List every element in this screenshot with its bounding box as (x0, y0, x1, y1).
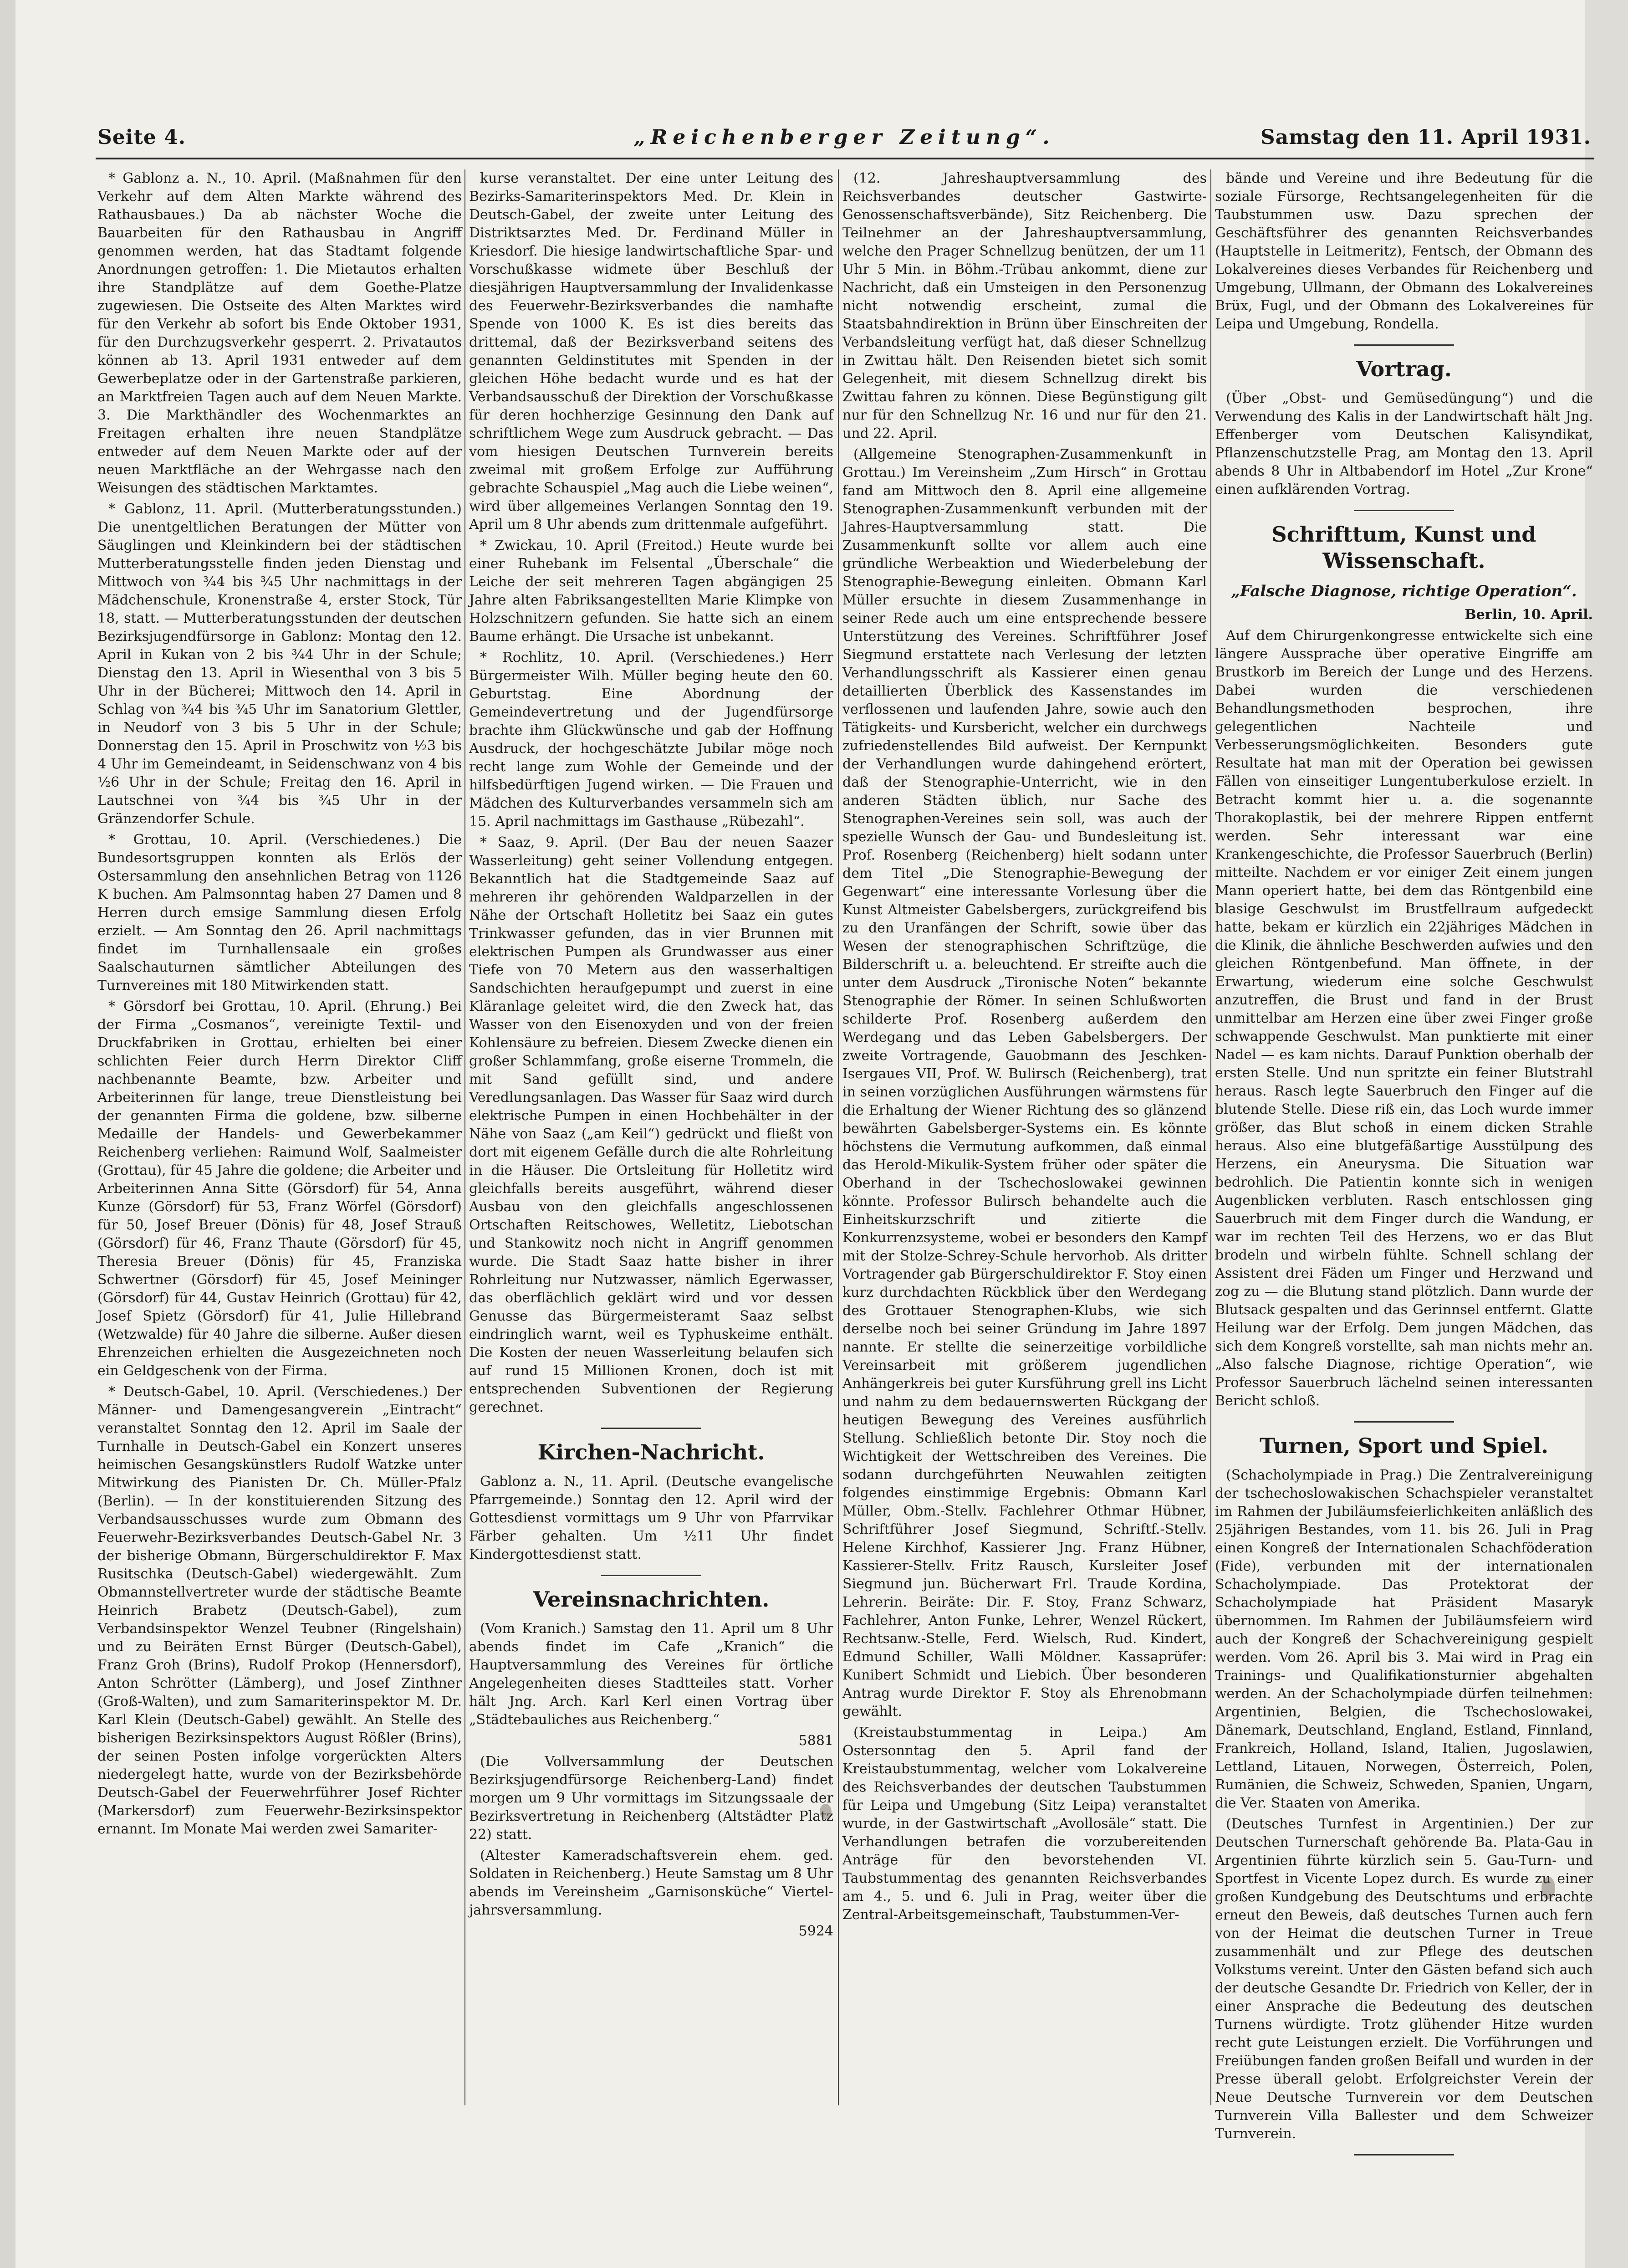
section-heading-clubs: Vereinsnachrichten. (533, 1587, 770, 1612)
article-innkeepers: (12. Jahreshauptversammlung des Reichsverbandes deutscher Gastwirte-Genossenschaftsverbände), Sitz Reichenberg. Die Teilnehmer an der Jahreshauptversammlung, welche den Prager Schnellzug benützen, der um 11 Uhr 5 Min. in Böhm.-Trübau ankommt, diene zur Nachricht, daß ein Umsteigen in den Personenzug nicht notwendig erscheint, zumal die Staatsbahndirektion in Brünn über Einschreiten der Verbandsleitung verfügt hat, daß dieser Schnellzug in Zwittau hält. Den Reisenden bietet sich somit Gelegenheit, mit diesem Schnellzug direkt bis Zwittau fahren zu können. Diese Begünstigung gilt nur für den Schnellzug Nr. 16 und nur für den 21. und 22. April. (842, 170, 1207, 441)
column-divider (464, 169, 465, 2105)
header-rule (96, 158, 1594, 159)
section-separator (1354, 344, 1454, 346)
article-title-diagnosis: „Falsche Diagnose, richtige Operation“. (1231, 582, 1577, 600)
ad-number: 5924 (798, 1923, 833, 1939)
column-divider (1210, 169, 1211, 2105)
scan-left-edge (0, 0, 15, 2268)
article-saaz: * Saaz, 9. April. (Der Bau der neuen Saazer Wasserleitung) geht seiner Vollendung entgegen. Bekanntlich hat die Stadtgemeinde Saaz auf mehreren ihr gehörenden Waldparzellen in der Nähe der Ortschaft Holletitz bei Saaz ein gutes Trinkwasser gefunden, das in vier Brunnen mit elektrischen Pumpen als Grundwasser aus einer Tiefe von 70 Metern aus den wasserhaltigen Sandschichten heraufgepumpt und zuerst in eine Kläranlage geleitet wird, die den Zweck hat, das Wasser von den Eisenoxyden und von der freien Kohlensäure zu befreien. Diesem Zwecke dienen ein großer Schlammfang, große eiserne Trommeln, die mit Sand gefüllt sind, und andere Veredlungsanlagen. Das Wasser für Saaz wird durch elektrische Pumpen in einen Hochbehälter in der Nähe von Saaz („am Keil“) gedrückt und fließt von dort mit eigenem Gefälle durch die alte Rohrleitung in die Häuser. Die Ortsleitung für Holletitz wird gleichfalls bereits ausgeführt, während dieser Ausbau von den gleichfalls angeschlossenen Ortschaften Reitschowes, Welletitz, Liebotschan und Stankowitz noch nicht in Angriff genommen wurde. Die Stadt Saaz hatte bisher in ihrer Rohrleitung nur Nutzwasser, nämlich Egerwasser, das oberflächlich geklärt wird und vor dessen Genusse das Bürgermeisteramt Saaz selbst eindringlich warnt, weil es Typhuskeime enthält. Die Kosten der neuen Wasserleitung belaufen sich auf rund 15 Millionen Kronen, doch ist mit entsprechenden Subventionen der Regierung gerechnet. (469, 835, 833, 1415)
article-goersdorf: * Görsdorf bei Grottau, 10. April. (Ehrung.) Bei der Firma „Cosmanos“, vereinigte Textil- und Druckfabriken in Grottau, erhielten bei einer schlichten Feier durch Herrn Direktor Cliff nachbenannte Beamte, bzw. Arbeiter und Arbeiterinnen für lange, treue Dienstleistung bei der genannten Firma die goldene, bzw. silberne Medaille der Handels- und Gewerbekammer Reichenberg verliehen: Raimund Wolf, Saalmeister (Grottau), für 45 Jahre die goldene; die Arbeiter und Arbeiterinnen Anna Sitte (Görsdorf) für 54, Anna Kunze (Görsdorf) für 53, Franz Wörfel (Görsdorf) für 50, Josef Breuer (Dönis) für 48, Josef Strauß (Görsdorf) für 46, Franz Thaute (Görsdorf) für 45, Theresia Breuer (Dönis) für 45, Franziska Schwertner (Görsdorf) für 45, Josef Meininger (Görsdorf) für 44, Gustav Heinrich (Grottau) für 42, Josef Spietz (Görsdorf) für 41, Julie Hillebrand (Wetzwalde) für 40 Jahre die silberne. Außer diesen Ehrenzeichen erhielten die Ausgezeichneten noch ein Geldgeschenk von der Firma. (97, 998, 462, 1379)
column-4 (1215, 169, 1593, 2142)
article-church: Gablonz a. N., 11. April. (Deutsche evangelische Pfarrgemeinde.) Sonntag den 12. April wird der Gottesdienst vormittags um 9 Uhr von Pfarrvikar Färber gehalten. Um ½11 Uhr findet Kindergottesdienst statt. (469, 1474, 833, 1562)
column-3 (842, 169, 1207, 2119)
article-deutsch-gabel-cont: kurse veranstaltet. Der eine unter Leitung des Bezirks-Samariterinspektors Med. Dr. Klein in Deutsch-Gabel, der zweite unter Leitung des Distriktsarztes Med. Dr. Ferdinand Müller in Kriesdorf. Die hiesige landwirtschaftliche Spar- und Vorschußkasse widmete über Beschluß der diesjährigen Hauptversammlung der Invalidenkasse des Feuerwehr-Bezirksverbandes die namhafte Spende von 1000 K. Es ist dies bereits das drittemal, daß der Bezirksverband seitens des genannten Geldinstitutes mit Spenden in der gleichen Höhe bedacht wurde und es hat der Verbandsausschuß der Direktion der Vorschußkasse für deren hochherzige Gesinnung den Dank auf schriftlichem Wege zum Ausdruck gebracht. — Das vom hiesigen Deutschen Turnverein bereits zweimal mit großem Erfolge zur Aufführung gebrachte Schauspiel „Mag auch die Liebe weinen“, wird über allgemeines Verlangen Sonntag den 19. April um 8 Uhr abends zum drittenmale aufgeführt. (469, 170, 833, 532)
article-deaf-day-cont: bände und Vereine und ihre Bedeutung für die soziale Fürsorge, Rechtsangelegenheiten für die Taubstummen usw. Dazu sprechen der Geschäftsführer des genannten Reichsverbandes (Hauptstelle in Leitmeritz), Fentsch, der Obmann des Lokalvereines dieses Verbandes für Reichenberg und Umgebung, Ullmann, der Obmann des Lokalvereines Brüx, Fugl, und der Obmann des Lokalvereines für Leipa und Umgebung, Rondella. (1215, 170, 1593, 332)
section-heading-church: Kirchen-Nachricht. (537, 1440, 765, 1464)
column-1 (97, 169, 462, 2119)
ink-blot (1541, 1877, 1555, 1899)
article-veterans: (Altester Kameradschaftsverein ehem. ged. Soldaten in Reichenberg.) Heute Samstag um 8 Uhr abends im Vereinsheim „Garnisonsküche“ Vierteljahrsversammlung. (469, 1848, 833, 1918)
article-kranich: (Vom Kranich.) Samstag den 11. April um 8 Uhr abends findet im Cafe „Kranich“ die Hauptversammlung des Vereines für örtliche Angelegenheiten dieses Stadtteiles statt. Vorher hält Jng. Arch. Karl Kerl einen Vortrag über „Städtebauliches aus Reichenberg.“ (469, 1621, 833, 1728)
article-deutsch-gabel: * Deutsch-Gabel, 10. April. (Verschiedenes.) Der Männer- und Damengesangverein „Eintracht“ veranstaltet Sonntag den 12. April im Saale der Turnhalle in Deutsch-Gabel ein Konzert unseres heimischen Gesangskünstlers Rudolf Watzke unter Mitwirkung des Pianisten Dr. Ch. Müller-Pfalz (Berlin). — In der konstituierenden Sitzung des Verbandsausschusses wurde zum Obmann des Feuerwehr-Bezirksverbandes Deutsch-Gabel Nr. 3 der bisherige Obmann, Bürgerschuldirektor F. Max Rusitschka (Deutsch-Gabel) wiedergewählt. Zum Obmannstellvertreter wurde der städtische Beamte Heinrich Brabetz (Deutsch-Gabel), zum Verbandsinspektor Wenzel Teubner (Ringelshain) und zu Beiräten Ernst Bürger (Deutsch-Gabel), Franz Groh (Brins), Rudolf Prokop (Hennersdorf), Anton Schrötter (Lämberg), und Josef Zinthner (Groß-Walten), und zum Samariterinspektor M. Dr. Karl Klein (Deutsch-Gabel) gewählt. An Stelle des bisherigen Bezirksinspektors August Rößler (Brins), der seinen Posten infolge vorgerückten Alters niedergelegt hatte, wurde von der Bezirksbehörde Deutsch-Gabel der Feuerwehrführer Josef Richter (Markersdorf) zum Feuerwehr-Bezirksinspektor ernannt. Im Monate Mai werden zwei Samariter- (97, 1384, 462, 1837)
article-deaf-day: (Kreistaubstummentag in Leipa.) Am Ostersonntag den 5. April fand der Kreistaubstummentag, welcher vom Lokalvereine des Reichsverbandes der deutschen Taubstummen für Leipa und Umgebung (Sitz Leipa) veranstaltet wurde, in der Gastwirtschaft „Avollosäle“ statt. Die Verhandlungen betrafen die vorzubereitenden Anträge für den bevorstehenden VI. Taubstummentag des genannten Reichsverbandes am 4., 5. und 6. Juli in Prag, weiter über die Zentral-Arbeitsgemeinschaft, Taubstummen-Ver- (842, 1725, 1207, 1923)
section-heading-lecture: Vortrag. (1356, 357, 1452, 381)
section-heading-literature: Schrifttum, Kunst und Wissenschaft. (1271, 522, 1536, 573)
article-rochlitz: * Rochlitz, 10. April. (Verschiedenes.) Herr Bürgermeister Wilh. Müller beging heute den 60. Geburtstag. Eine Abordnung der Gemeindevertretung und der Jugendfürsorge brachte ihm Glückwünsche und gab der Hoffnung Ausdruck, der hochgeschätzte Jubilar möge noch recht lange zum Wohle der Gemeinde und der hilfsbedürftigen Jugend wirken. — Die Frauen und Mädchen des Kulturverbandes versammeln sich am 15. April nachmittags im Gasthause „Rübezahl“. (469, 650, 833, 829)
article-gablonz-mothers: * Gablonz, 11. April. (Mutterberatungsstunden.) Die unentgeltlichen Beratungen der Mütter von Säuglingen und Kleinkindern bei der städtischen Mutterberatungsstelle finden jeden Dienstag und Mittwoch von ¾4 bis ¾5 Uhr nachmittags in der Mädchenschule, Kronenstraße 4, erster Stock, Tür 18, statt. — Mutterberatungsstunden der deutschen Bezirksjugendfürsorge in Gablonz: Montag den 12. April in Kukan von 2 bis ¾4 Uhr in der Schule; Dienstag den 13. April in Wiesenthal von 3 bis 5 Uhr in der Bücherei; Mittwoch den 14. April in Schlag von ¾4 bis ¾5 Uhr im Sanatorium Glettler, in Neudorf von 3 bis 5 Uhr in der Schule; Donnerstag den 15. April in Proschwitz von ½3 bis 4 Uhr im Gemeindeamt, in Seidenschwanz von 4 bis ½6 Uhr in der Schule; Freitag den 16. April in Lautschnei von ¾4 bis ¾5 Uhr in der Gränzendorfer Schule. (97, 501, 462, 827)
ink-blot (820, 1804, 832, 1819)
article-dateline: Berlin, 10. April. (1465, 607, 1593, 623)
article-grottau: * Grottau, 10. April. (Verschiedenes.) Die Bundesortsgruppen konnten als Erlös der Ostersammlung den ansehnlichen Betrag von 1126 K buchen. Am Palmsonntag haben 27 Damen und 8 Herren durch emsige Sammlung diesen Erfolg erzielt. — Am Sonntag den 26. April nachmittags findet im Turnhallensaale ein großes Saalschauturnen sämtlicher Abteilungen des Turnvereines mit 180 Mitwirkenden statt. (97, 832, 462, 993)
article-chess-olympiad: (Schacholympiade in Prag.) Die Zentralvereinigung der tschechoslowakischen Schachspieler veranstaltet im Rahmen der Jubiläumsfeierlichkeiten anläßlich des 25jährigen Bestandes, vom 11. bis 26. Juli in Prag einen Kongreß der Internationalen Schachföderation (Fide), verbunden mit der internationalen Schacholympiade. Das Protektorat der Schacholympiade hat Präsident Masaryk übernommen. Im Rahmen der Jubiläumsfeiern wird auch der Kongreß der Schachvereinigung gespielt werden. Vom 26. April bis 3. Mai wird in Prag ein Trainings- und Qualifikationsturnier abgehalten werden. An der Schacholympiade dürfen teilnehmen: Argentinien, Belgien, die Tschechoslowakei, Dänemark, Deutschland, England, Estland, Finnland, Frankreich, Holland, Island, Italien, Jugoslawien, Lettland, Litauen, Norwegen, Österreich, Polen, Rumänien, die Schweiz, Schweden, Spanien, Ungarn, die Ver. Staaten von Amerika. (1215, 1467, 1593, 1811)
ad-number: 5881 (798, 1733, 833, 1749)
column-divider (838, 169, 839, 2105)
article-lecture: (Über „Obst- und Gemüsedüngung“) und die Verwendung des Kalis in der Landwirtschaft hält Jng. Effenberger vom Deutschen Kalisyndikat, Pflanzenschutzstelle Prag, am Montag den 13. April abends 8 Uhr in Altbabendorf im Hotel „Zur Krone“ einen aufklärenden Vortrag. (1215, 390, 1593, 497)
article-diagnosis: Auf dem Chirurgenkongresse entwickelte sich eine längere Aussprache über operative Eingriffe am Brustkorb im Bereich der Lunge und des Herzens. Dabei wurden die verschiedenen Behandlungsmethoden besprochen, ihre gelegentlichen Nachteile und Verbesserungsmöglichkeiten. Besonders gute Resultate hat man mit der Operation bei gewissen Fällen von einseitiger Lungentuberkulose erzielt. In Betracht kommt hier u. a. die sogenannte Thorakoplastik, bei der mehrere Rippen entfernt werden. Sehr interessant war eine Krankengeschichte, die Professor Sauerbruch (Berlin) mitteilte. Nachdem er vor einiger Zeit einem jungen Mann operiert hatte, bei dem das Röntgenbild eine blasige Geschwulst im Brustfellraum aufgedeckt hatte, bekam er kürzlich ein 22jähriges Mädchen in die Klinik, die ähnliche Beschwerden aufwies und den gleichen Röntgenbefund. Man öffnete, in der Erwartung, wiederum eine solche Geschwulst anzutreffen, die Brust und fand in der Brust unmittelbar am Herzen eine über zwei Finger große schwappende Geschwulst. Man punktierte mit einer Nadel — es kam nichts. Darauf Punktion oberhalb der ersten Stelle. Und nun spritzte ein feiner Blutstrahl heraus. Rasch legte Sauerbruch den Finger auf die blutende Stelle. Diese riß ein, das Loch wurde immer größer, das Blut schoß in einem dicken Strahle heraus. Also eine blutgefäßartige Ausstülpung des Herzens, ein Aneurysma. Die Situation war bedrohlich. Die Patientin konnte sich in wenigen Augenblicken verbluten. Rasch entschlossen ging Sauerbruch mit dem Finger durch die Wandung, er war im rechten Teil des Herzens, wo er das Blut brodeln und wirbeln fühlte. Schnell schlang der Assistent drei Fäden um Finger und Herzwand und zog zu — die Blutung stand plötzlich. Dann wurde der Blutsack gespalten und das Gerinnsel entfernt. Glatte Heilung war der Erfolg. Dem jungen Mädchen, das sich dem Kongreß vorstellte, sah man nichts mehr an. „Also falsche Diagnose, richtige Operation“, wie Professor Sauerbruch lächelnd seinen interessanten Bericht schloß. (1215, 628, 1593, 1409)
section-heading-sport: Turnen, Sport und Spiel. (1259, 1433, 1549, 1458)
page-number: Seite 4. (97, 126, 186, 149)
column-2 (469, 169, 833, 2119)
section-separator (1354, 1421, 1454, 1423)
article-gablonz-traffic: * Gablonz a. N., 10. April. (Maßnahmen für den Verkehr auf dem Alten Markte während des Rathausbaues.) Da ab nächster Woche die Bauarbeiten für den Rathausbau in Angriff genommen werden, hat das Stadtamt folgende Anordnungen getroffen: 1. Die Mietautos erhalten ihre Standplätze auf dem Goethe-Platze zugewiesen. Die Ostseite des Alten Marktes wird für den Verkehr ab sofort bis Ende Oktober 1931, für den Durchzugsverkehr gesperrt. 2. Privatautos können ab 13. April 1931 entweder auf dem Gewerbeplatze oder in der Gartenstraße parkieren, an Marktfreien Tagen auch auf dem Neuen Markte. 3. Die Markthändler des Wochenmarktes an Freitagen erhalten ihre neuen Standplätze entweder auf dem Neuen Markte oder auf der neuen Marktfläche an der Wehrgasse nach den Weisungen des städtischen Marktamtes. (97, 170, 462, 496)
article-turnfest-argentina: (Deutsches Turnfest in Argentinien.) Der zur Deutschen Turnerschaft gehörende Ba. Plata-Gau in Argentinien führte kürzlich sein 5. Gau-Turn- und Sportfest in Vicente Lopez durch. Es wurde zu einer großen Kundgebung des Deutschtums und erbrachte erneut den Beweis, daß deutsches Turnen auch fern von der Heimat die deutschen Turner in Treue zusammenhält und zur Pflege des deutschen Volkstums vereint. Unter den Gästen befand sich auch der deutsche Gesandte Dr. Friedrich von Keller, der in einer Ansprache die Bedeutung des deutschen Turnens würdigte. Trotz glühender Hitze wurden recht gute Leistungen erzielt. Die Vorführungen und Freiübungen fanden großen Beifall und wurden in der Presse überall gelobt. Erfolgreichster Verein der Neue Deutsche Turnverein vor dem Deutschen Turnverein Villa Ballester und dem Schweizer Turnverein. (1215, 1816, 1593, 2142)
article-zwickau: * Zwickau, 10. April (Freitod.) Heute wurde bei einer Ruhebank im Felsental „Überschale“ die Leiche der seit mehreren Tagen abgängigen 25 Jahre alten Fabriksangestellten Marie Klimpke von Holzschnitzern gefunden. Sie hatte sich an einem Baume erhängt. Die Ursache ist unbekannt. (469, 538, 833, 645)
section-separator (601, 1428, 701, 1429)
section-separator (601, 1575, 701, 1576)
section-separator (1354, 510, 1454, 511)
section-separator (1354, 2154, 1454, 2155)
issue-date: Samstag den 11. April 1931. (1260, 126, 1591, 149)
page-header (97, 126, 1591, 153)
newspaper-title: „Reichenberger Zeitung“. (633, 126, 1055, 149)
article-youth-welfare: (Die Vollversammlung der Deutschen Bezirksjugendfürsorge Reichenberg-Land) findet morgen um 9 Uhr vormittags im Sitzungssaale der Bezirksvertretung in Reichenberg (Altstädter Platz 22) statt. (469, 1754, 833, 1843)
article-stenographers: (Allgemeine Stenographen-Zusammenkunft in Grottau.) Im Vereinsheim „Zum Hirsch“ in Grottau fand am Mittwoch den 8. April eine allgemeine Stenographen-Zusammenkunft verbunden mit der Jahres-Hauptversammlung statt. Die Zusammenkunft sollte vor allem auch eine gründliche Werbeaktion und Wiederbelebung der Stenographie-Bewegung einleiten. Obmann Karl Müller ersuchte in diesem Zusammenhange in seiner Rede auch um eine entsprechende bessere Unterstützung des Vereines. Schriftführer Josef Siegmund erstattete nach Verlesung der letzten Verhandlungsschrift als Kassierer einen genau detaillierten Überblick des Kassenstandes im verflossenen und laufenden Jahre, sowie auch den Tätigkeits- und Kursbericht, welcher ein durchwegs zufriedenstellendes Bild aufweist. Der Kernpunkt der Verhandlungen wurde dahingehend erörtert, daß der Stenographie-Unterricht, wie in den anderen Städten üblich, nur Sache des Stenographen-Vereines sein soll, was auch der spezielle Wunsch der Gau- und Bundesleitung ist. Prof. Rosenberg (Reichenberg) hielt sodann unter dem Titel „Die Stenographie-Bewegung der Gegenwart“ eine interessante Vorlesung über die Kunst Altmeister Gabelsbergers, zurückgreifend bis zu den Uranfängen der Schrift, sowie über das Wesen der stenographischen Schriftzüge, die Bilderschrift u. a. beleuchtend. Er streifte auch die unter dem Ausdruck „Tironische Noten“ bekannte Stenographie der Römer. In seinen Schlußworten schilderte Prof. Rosenberg außerdem den Werdegang und das Leben Gabelsbergers. Der zweite Vortragende, Gauobmann des Jeschken-Isergaues VII, Prof. W. Bulirsch (Reichenberg), trat in seinen vorzüglichen Ausführungen wärmstens für die Erhaltung der Wiener Richtung des so glänzend bewährten Gabelsberger-Systems ein. Es könnte höchstens die Vermutung aufkommen, daß einmal das Herold-Mikulik-System früher oder später die Oberhand in der Tschechoslowakei gewinnen könnte. Professor Bulirsch behandelte auch die Einheitskurzschrift und zitierte die Konkurrenzsysteme, wobei er besonders den Kampf mit der Stolze-Schrey-Schule hervorhob. Als dritter Vortragender gab Bürgerschuldirektor F. Stoy einen kurz durchdachten Rückblick über den Werdegang des Grottauer Stenographen-Klubs, wie sich derselbe noch bei seiner Gründung im Jahre 1897 nannte. Er stellte die seinerzeitige vorbildliche Vereinsarbeit mit größerem jugendlichen Anhängerkreis bei guter Kursführung grell ins Licht und nahm zu dem bedauernswerten Rückgang der heutigen Bewegung des Vereines ausführlich Stellung. Schließlich betonte Dir. Stoy noch die Wichtigkeit der Wettschreiben des Vereines. Die sodann durchgeführten Neuwahlen zeitigten folgendes einstimmige Ergebnis: Obmann Karl Müller, Obm.-Stellv. Fachlehrer Othmar Hübner, Schriftführer Josef Siegmund, Schriftf.-Stellv. Helene Kirchhof, Kassierer Jng. Franz Hübner, Kassierer-Stellv. Fritz Rausch, Kursleiter Josef Siegmund jun. Bücherwart Frl. Traude Kordina, Lehrerin. Beiräte: Dir. F. Stoy, Franz Schwarz, Fachlehrer, Anton Funke, Lehrer, Wenzel Rückert, Rechtsanw.-Stelle, Ferd. Wielsch, Rud. Kindert, Edmund Schiller, Walli Möldner. Kassaprüfer: Kunibert Schmidt und Liebich. Über besonderen Antrag wurde Direktor F. Stoy als Ehrenobmann gewählt. (842, 446, 1207, 1720)
